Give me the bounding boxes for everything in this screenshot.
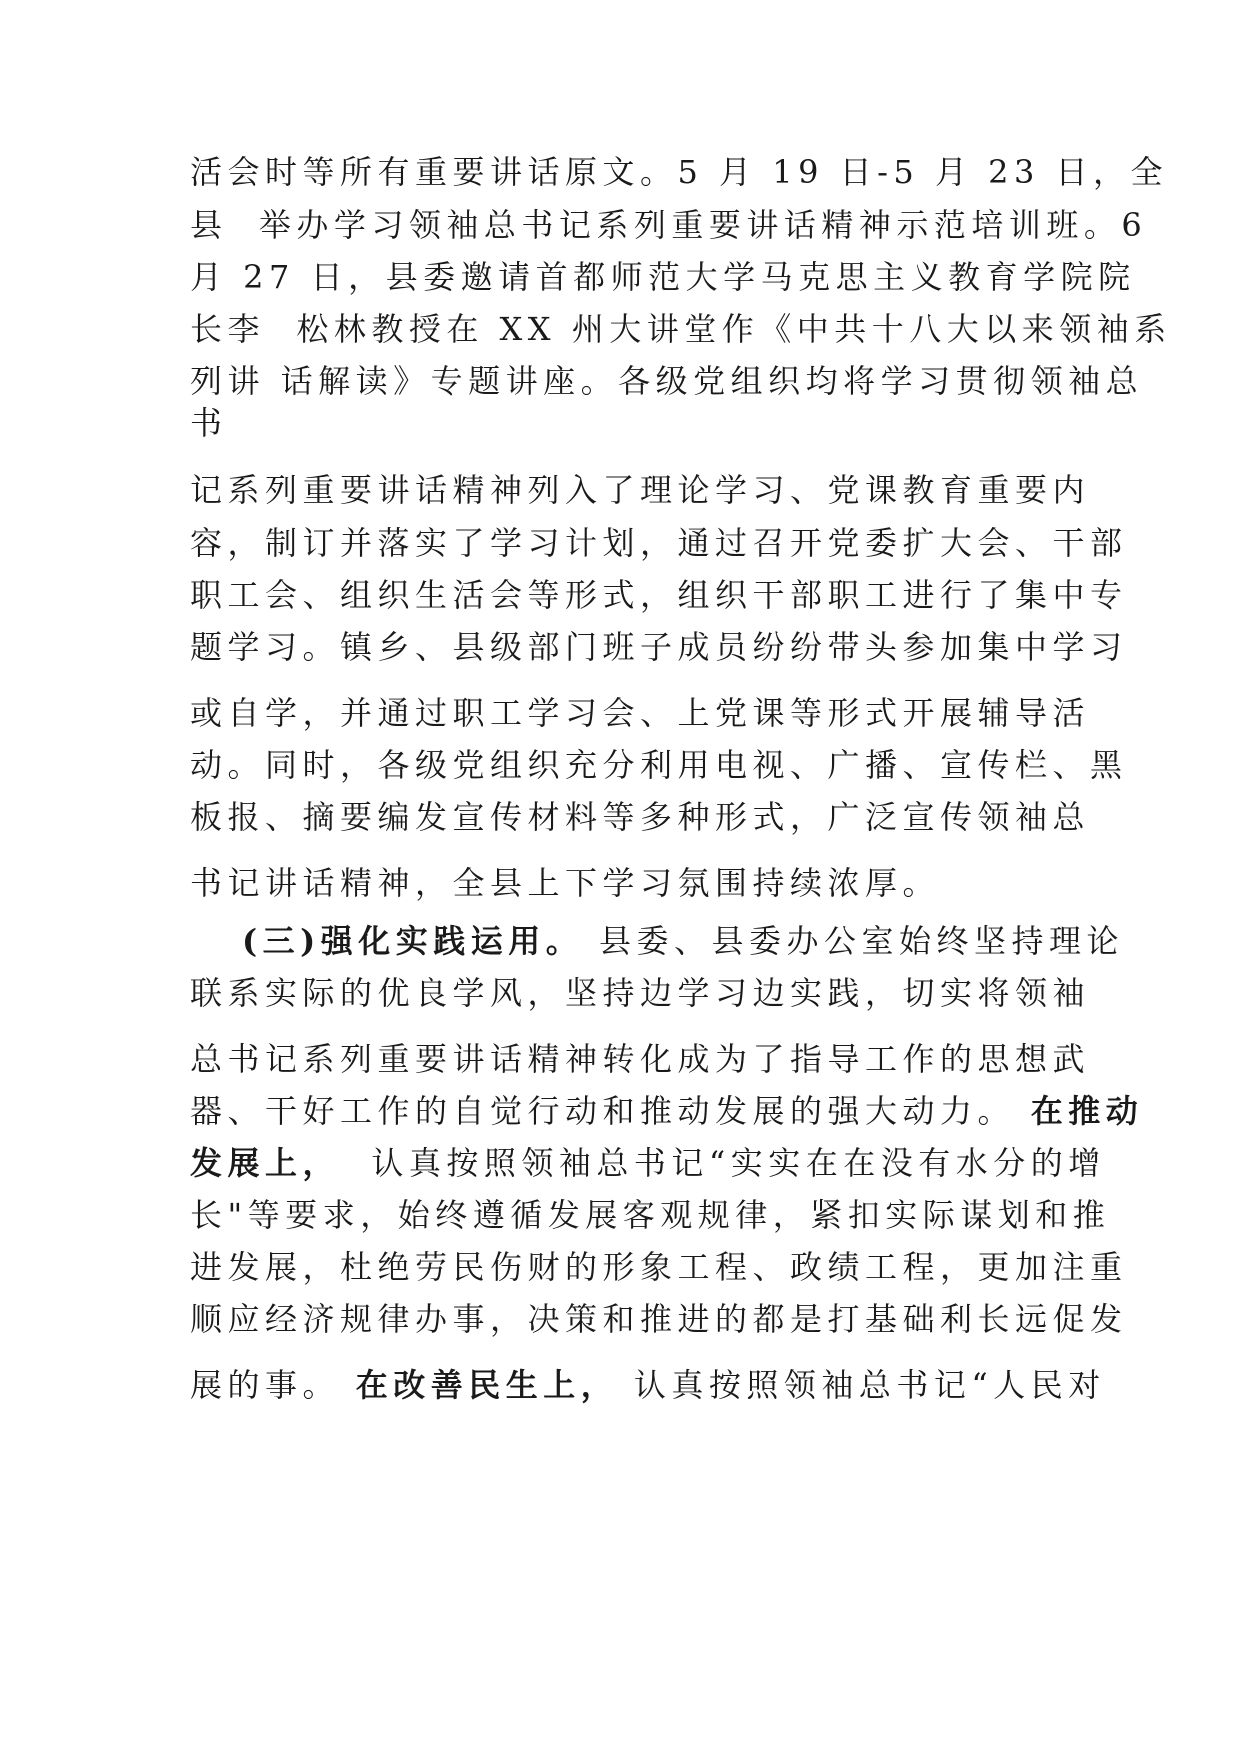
text-line bbox=[190, 361, 1143, 401]
text-line bbox=[190, 1039, 1090, 1079]
text-line bbox=[190, 523, 1128, 563]
bold-text-run: 在推动 bbox=[1030, 1092, 1144, 1130]
text-run: 长"等要求，始终遵循发展客观规律，紧扣实际谋划和推 bbox=[190, 1196, 1111, 1234]
text-run: 动。同时，各级党组织充分利用电视、广播、宣传栏、黑 bbox=[190, 746, 1128, 784]
text-line bbox=[190, 1247, 1128, 1287]
text-line bbox=[190, 309, 1172, 349]
text-run: 月 27 日，县委邀请首都师范大学马克思主义教育学院院 bbox=[190, 258, 1136, 296]
text-run: 认真按照领袖总书记“实实在在没有水分的增 bbox=[340, 1144, 1106, 1182]
text-run: 总书记系列重要讲话精神转化成为了指导工作的思想武 bbox=[190, 1040, 1091, 1078]
text-run: 联系实际的优良学风，坚持边学习边实践，切实将领袖 bbox=[190, 974, 1091, 1012]
text-run: 长李 松林教授在 XX 州大讲堂作《中共十八大以来领袖系 bbox=[190, 310, 1172, 348]
text-line bbox=[242, 921, 1124, 961]
text-line bbox=[190, 403, 228, 443]
bold-text-run: (三)强化实践运用。 bbox=[242, 922, 584, 960]
text-line bbox=[190, 257, 1136, 297]
text-run: 活会时等所有重要讲话原文。5 月 19 日-5 月 23 日，全 bbox=[190, 153, 1169, 191]
text-run: 县 举办学习领袖总书记系列重要讲话精神示范培训班。6 bbox=[190, 206, 1148, 244]
bold-text-run: 在改善民生上， bbox=[355, 1366, 619, 1404]
text-run: 书 bbox=[190, 404, 228, 442]
text-line bbox=[190, 1143, 1106, 1183]
text-line bbox=[190, 470, 1090, 510]
text-run: 器、干好工作的自觉行动和推动发展的强大动力。 bbox=[190, 1092, 1031, 1130]
text-run: 容，制订并落实了学习计划，通过召开党委扩大会、干部 bbox=[190, 524, 1128, 562]
text-run: 顺应经济规律办事，决策和推进的都是打基础利长远促发 bbox=[190, 1300, 1128, 1338]
text-run: 县委、县委办公室始终坚持理论 bbox=[583, 922, 1124, 960]
text-line bbox=[190, 797, 1090, 837]
text-line bbox=[190, 863, 940, 903]
text-line bbox=[190, 693, 1090, 733]
text-line bbox=[190, 1091, 1143, 1131]
text-line bbox=[190, 575, 1128, 615]
text-line bbox=[190, 745, 1128, 785]
text-run: 题学习。镇乡、县级部门班子成员纷纷带头参加集中学习 bbox=[190, 628, 1128, 666]
text-run: 列讲 话解读》专题讲座。各级党组织均将学习贯彻领袖总 bbox=[190, 362, 1144, 400]
text-line bbox=[190, 973, 1090, 1013]
text-line bbox=[190, 627, 1128, 667]
text-run: 板报、摘要编发宣传材料等多种形式，广泛宣传领袖总 bbox=[190, 798, 1091, 836]
bold-text-run: 发展上， bbox=[190, 1144, 341, 1182]
text-line bbox=[190, 1299, 1128, 1339]
text-run: 记系列重要讲话精神列入了理论学习、党课教育重要内 bbox=[190, 471, 1091, 509]
text-line bbox=[190, 205, 1147, 245]
text-line bbox=[190, 1195, 1110, 1235]
text-line bbox=[190, 1365, 1106, 1405]
text-run: 认真按照领袖总书记“人民对 bbox=[618, 1366, 1106, 1404]
text-run: 或自学，并通过职工学习会、上党课等形式开展辅导活 bbox=[190, 694, 1091, 732]
text-run: 职工会、组织生活会等形式，组织干部职工进行了集中专 bbox=[190, 576, 1128, 614]
text-run: 展的事。 bbox=[190, 1366, 356, 1404]
text-run: 进发展，杜绝劳民伤财的形象工程、政绩工程，更加注重 bbox=[190, 1248, 1128, 1286]
text-line bbox=[190, 152, 1168, 192]
text-run: 书记讲话精神，全县上下学习氛围持续浓厚。 bbox=[190, 864, 941, 902]
